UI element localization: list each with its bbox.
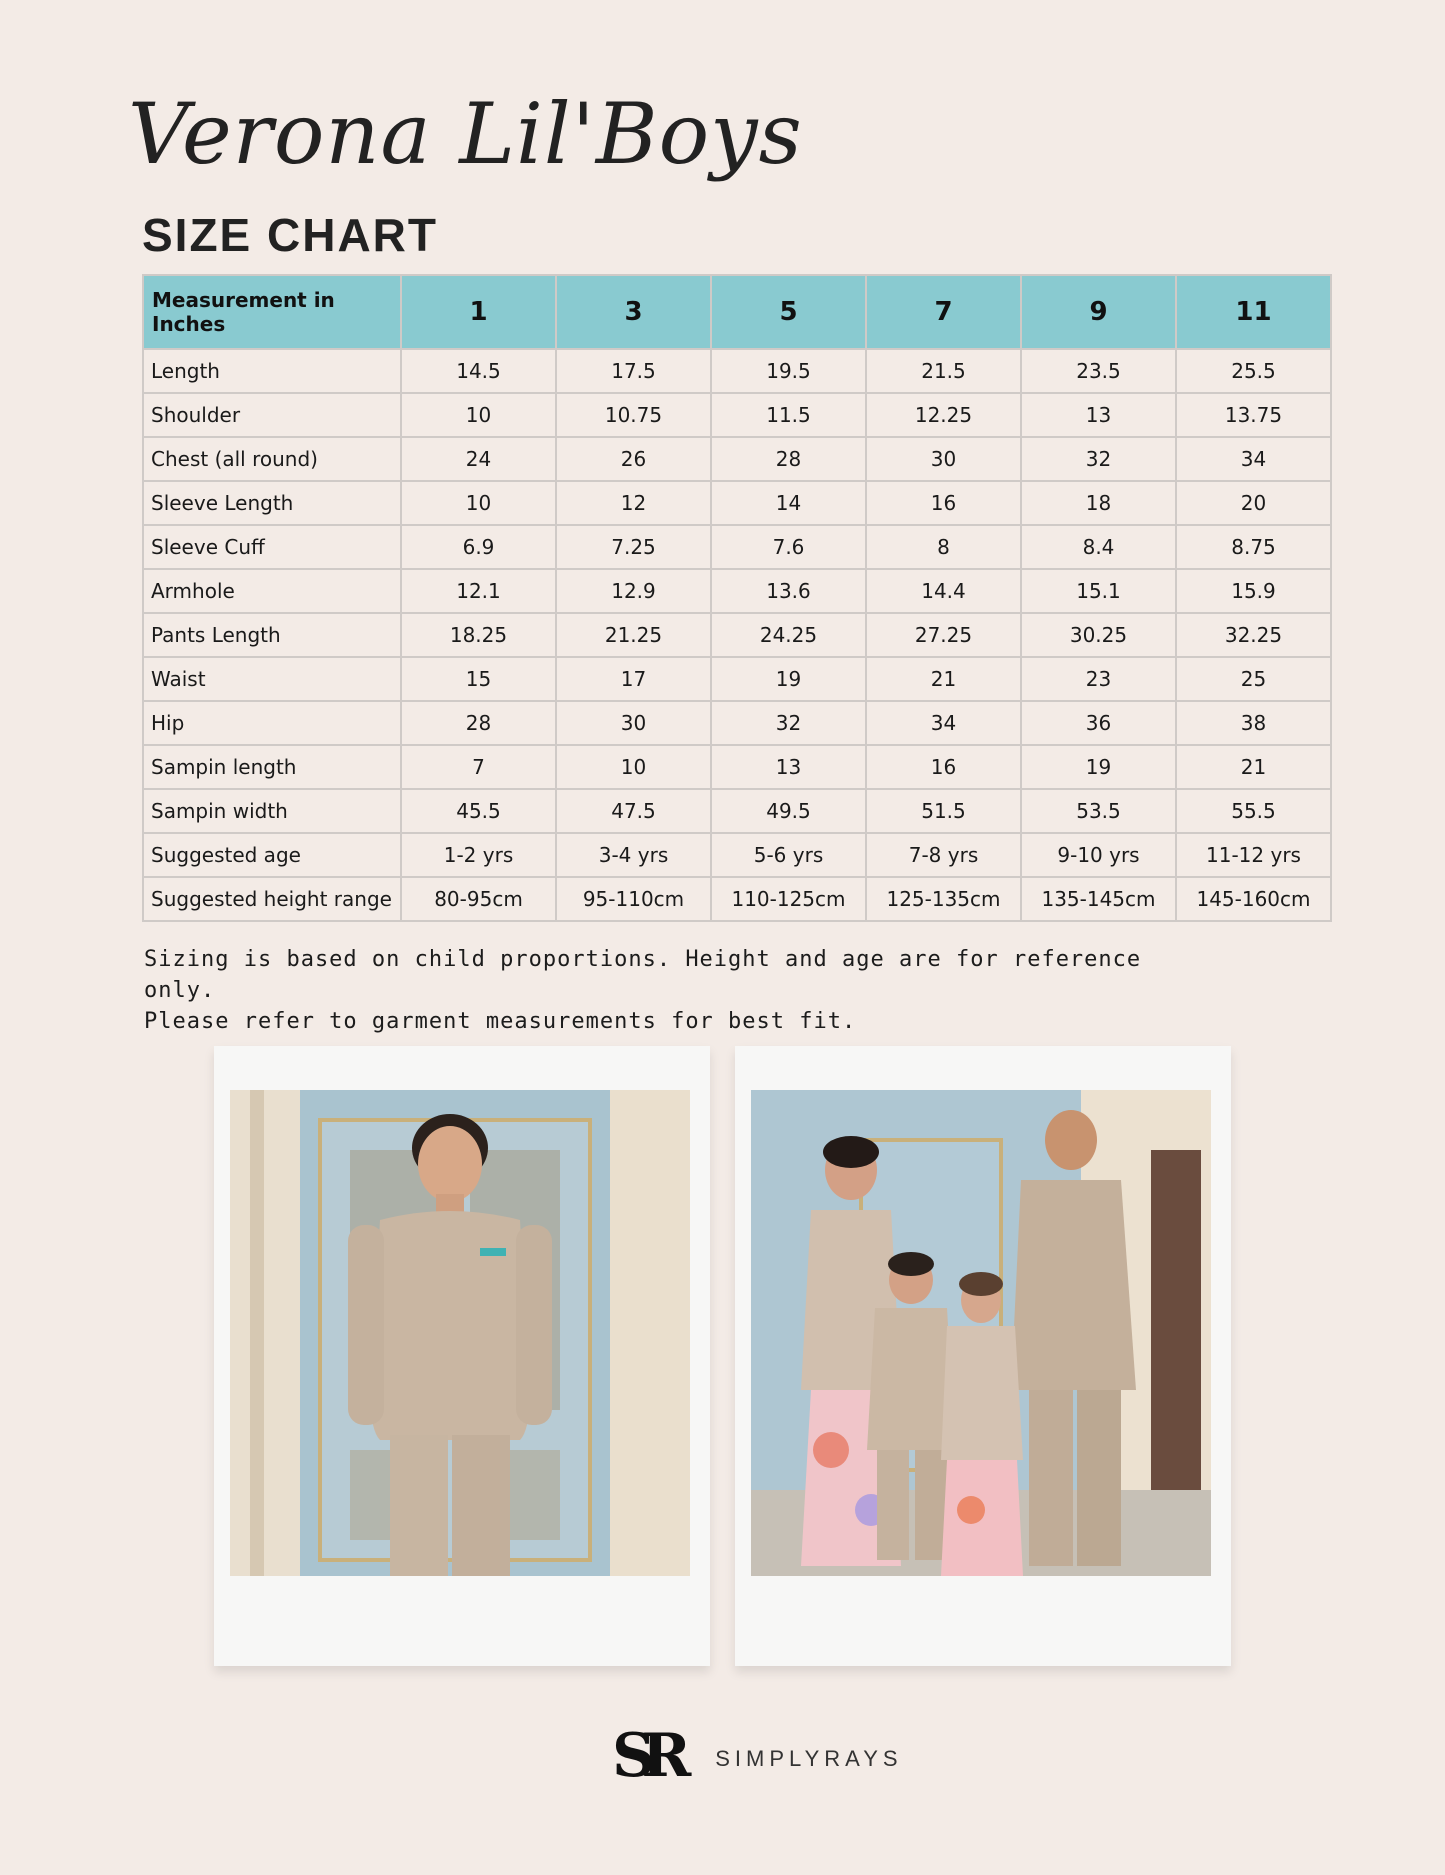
table-cell: 14.5 bbox=[401, 349, 556, 393]
table-row bbox=[143, 525, 1331, 569]
table-row bbox=[143, 789, 1331, 833]
table-cell: 25.5 bbox=[1176, 349, 1331, 393]
table-cell: 10 bbox=[401, 393, 556, 437]
table-cell: 12.25 bbox=[866, 393, 1021, 437]
row-label: Shoulder bbox=[143, 393, 401, 437]
size-header: 1 bbox=[401, 275, 556, 349]
table-row bbox=[143, 701, 1331, 745]
photo-frame-family bbox=[735, 1046, 1231, 1666]
table-cell: 18 bbox=[1021, 481, 1176, 525]
table-cell: 1-2 yrs bbox=[401, 833, 556, 877]
table-cell: 110-125cm bbox=[711, 877, 866, 921]
table-cell: 27.25 bbox=[866, 613, 1021, 657]
table-cell: 23.5 bbox=[1021, 349, 1176, 393]
table-cell: 13 bbox=[1021, 393, 1176, 437]
measurement-header: Measurement in Inches bbox=[143, 275, 401, 349]
table-cell: 23 bbox=[1021, 657, 1176, 701]
table-cell: 10 bbox=[556, 745, 711, 789]
table-cell: 19 bbox=[711, 657, 866, 701]
table-cell: 25 bbox=[1176, 657, 1331, 701]
table-cell: 19.5 bbox=[711, 349, 866, 393]
table-row bbox=[143, 437, 1331, 481]
table-row bbox=[143, 877, 1331, 921]
table-cell: 8.75 bbox=[1176, 525, 1331, 569]
table-cell: 21 bbox=[1176, 745, 1331, 789]
size-header: 7 bbox=[866, 275, 1021, 349]
table-cell: 30 bbox=[556, 701, 711, 745]
table-cell: 21.25 bbox=[556, 613, 711, 657]
table-cell: 18.25 bbox=[401, 613, 556, 657]
table-cell: 8 bbox=[866, 525, 1021, 569]
table-cell: 13 bbox=[711, 745, 866, 789]
table-cell: 8.4 bbox=[1021, 525, 1176, 569]
row-label: Waist bbox=[143, 657, 401, 701]
table-cell: 14 bbox=[711, 481, 866, 525]
table-cell: 34 bbox=[866, 701, 1021, 745]
table-row bbox=[143, 349, 1331, 393]
table-cell: 13.75 bbox=[1176, 393, 1331, 437]
row-label: Armhole bbox=[143, 569, 401, 613]
table-cell: 80-95cm bbox=[401, 877, 556, 921]
row-label: Sleeve Length bbox=[143, 481, 401, 525]
table-cell: 9-10 yrs bbox=[1021, 833, 1176, 877]
table-cell: 17.5 bbox=[556, 349, 711, 393]
size-header: 9 bbox=[1021, 275, 1176, 349]
row-label: Sampin width bbox=[143, 789, 401, 833]
table-cell: 53.5 bbox=[1021, 789, 1176, 833]
sizing-note bbox=[144, 944, 1144, 1037]
table-cell: 12 bbox=[556, 481, 711, 525]
size-chart-table bbox=[142, 274, 1332, 922]
table-cell: 34 bbox=[1176, 437, 1331, 481]
table-row bbox=[143, 833, 1331, 877]
table-cell: 3-4 yrs bbox=[556, 833, 711, 877]
table-cell: 12.1 bbox=[401, 569, 556, 613]
table-row bbox=[143, 745, 1331, 789]
table-cell: 135-145cm bbox=[1021, 877, 1176, 921]
row-label: Sleeve Cuff bbox=[143, 525, 401, 569]
table-cell: 13.6 bbox=[711, 569, 866, 613]
script-title: Verona Lil'Boys bbox=[128, 85, 803, 183]
table-cell: 32 bbox=[711, 701, 866, 745]
row-label: Sampin length bbox=[143, 745, 401, 789]
table-row bbox=[143, 613, 1331, 657]
table-cell: 10 bbox=[401, 481, 556, 525]
table-row bbox=[143, 481, 1331, 525]
brand-name: SIMPLYRAYS bbox=[715, 1746, 903, 1771]
table-row bbox=[143, 393, 1331, 437]
table-cell: 24.25 bbox=[711, 613, 866, 657]
size-header: 3 bbox=[556, 275, 711, 349]
table-cell: 38 bbox=[1176, 701, 1331, 745]
table-cell: 15.9 bbox=[1176, 569, 1331, 613]
table-row bbox=[143, 569, 1331, 613]
photo-family bbox=[751, 1090, 1211, 1576]
table-cell: 47.5 bbox=[556, 789, 711, 833]
row-label: Hip bbox=[143, 701, 401, 745]
table-cell: 11-12 yrs bbox=[1176, 833, 1331, 877]
table-cell: 7 bbox=[401, 745, 556, 789]
table-row bbox=[143, 657, 1331, 701]
row-label: Suggested height range bbox=[143, 877, 401, 921]
table-cell: 32.25 bbox=[1176, 613, 1331, 657]
table-cell: 11.5 bbox=[711, 393, 866, 437]
table-cell: 51.5 bbox=[866, 789, 1021, 833]
table-cell: 17 bbox=[556, 657, 711, 701]
table-cell: 28 bbox=[401, 701, 556, 745]
table-cell: 36 bbox=[1021, 701, 1176, 745]
table-cell: 28 bbox=[711, 437, 866, 481]
table-cell: 30.25 bbox=[1021, 613, 1176, 657]
table-cell: 145-160cm bbox=[1176, 877, 1331, 921]
table-cell: 7.25 bbox=[556, 525, 711, 569]
row-label: Suggested age bbox=[143, 833, 401, 877]
photo-frame-boy bbox=[214, 1046, 710, 1666]
table-cell: 7-8 yrs bbox=[866, 833, 1021, 877]
table-cell: 6.9 bbox=[401, 525, 556, 569]
table-cell: 16 bbox=[866, 481, 1021, 525]
table-cell: 30 bbox=[866, 437, 1021, 481]
table-cell: 32 bbox=[1021, 437, 1176, 481]
table-cell: 12.9 bbox=[556, 569, 711, 613]
note-line-1: Sizing is based on child proportions. Height and age are for reference only. bbox=[144, 947, 1142, 1003]
table-header-row bbox=[143, 275, 1331, 349]
table-cell: 10.75 bbox=[556, 393, 711, 437]
table-cell: 20 bbox=[1176, 481, 1331, 525]
table-cell: 26 bbox=[556, 437, 711, 481]
size-header: 11 bbox=[1176, 275, 1331, 349]
table-cell: 19 bbox=[1021, 745, 1176, 789]
table-cell: 21 bbox=[866, 657, 1021, 701]
table-cell: 125-135cm bbox=[866, 877, 1021, 921]
table-cell: 55.5 bbox=[1176, 789, 1331, 833]
table-cell: 5-6 yrs bbox=[711, 833, 866, 877]
table-cell: 15 bbox=[401, 657, 556, 701]
brand-logo bbox=[612, 1721, 903, 1791]
table-cell: 95-110cm bbox=[556, 877, 711, 921]
table-cell: 16 bbox=[866, 745, 1021, 789]
table-cell: 24 bbox=[401, 437, 556, 481]
table-cell: 49.5 bbox=[711, 789, 866, 833]
note-line-2: Please refer to garment measurements for best fit. bbox=[144, 1009, 857, 1034]
page-title: SIZE CHART bbox=[142, 209, 438, 261]
table-cell: 14.4 bbox=[866, 569, 1021, 613]
row-label: Length bbox=[143, 349, 401, 393]
size-header: 5 bbox=[711, 275, 866, 349]
row-label: Pants Length bbox=[143, 613, 401, 657]
table-cell: 45.5 bbox=[401, 789, 556, 833]
brand-mark-icon: SR bbox=[612, 1721, 678, 1791]
row-label: Chest (all round) bbox=[143, 437, 401, 481]
photo-boy bbox=[230, 1090, 690, 1576]
table-cell: 15.1 bbox=[1021, 569, 1176, 613]
table-cell: 21.5 bbox=[866, 349, 1021, 393]
table-cell: 7.6 bbox=[711, 525, 866, 569]
